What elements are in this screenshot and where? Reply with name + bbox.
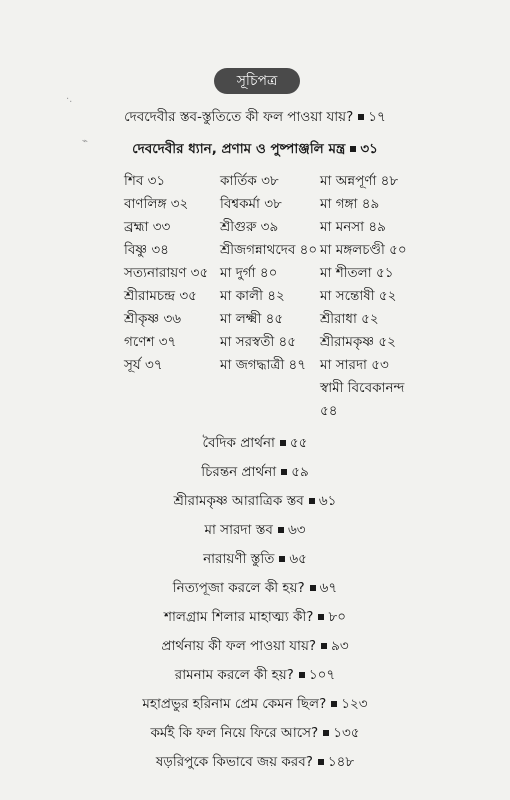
page-title: সূচিপত্র [214, 68, 300, 94]
deity-item: শ্রীকৃষ্ণ ৩৬ [124, 311, 182, 327]
bullet-square-icon [331, 701, 337, 707]
toc-entry-label: বৈদিক প্রার্থনা [202, 435, 275, 451]
toc-entry-label: রামনাম করলে কী হয়? [174, 667, 294, 683]
deity-item: মা লক্ষ্মী ৪৫ [220, 311, 284, 327]
deity-item: মা সন্তোষী ৫২ [320, 288, 397, 304]
toc-entry-label: নারায়ণী স্তুতি [203, 551, 275, 567]
paper-speck: ·. [66, 94, 73, 105]
bullet-square-icon [310, 585, 316, 591]
deity-item: মা দুর্গা ৪০ [220, 265, 278, 281]
deity-item: শ্রীরামচন্দ্র ৩৫ [124, 288, 197, 304]
bullet-square-icon [321, 643, 327, 649]
bullet-square-icon [299, 672, 305, 678]
toc-entry-label: নিত্যপূজা করলে কী হয়? [172, 580, 305, 596]
deity-item: মা মনসা ৪৯ [320, 219, 386, 235]
toc-entry-label: শালগ্রাম শিলার মাহাত্ম্য কী? [164, 609, 314, 625]
deity-item: বিশ্বকর্মা ৩৮ [220, 196, 282, 212]
deity-item: মা জগদ্ধাত্রী ৪৭ [220, 357, 307, 373]
deity-item: স্বামী বিবেকানন্দ [320, 380, 405, 396]
toc-entry [0, 432, 510, 455]
toc-entry-page: ৬১ [318, 493, 337, 509]
deity-item: মা মঙ্গলচণ্ডী ৫০ [320, 242, 407, 258]
bullet-square-icon [358, 114, 364, 120]
deity-item: মা অন্নপূর্ণা ৪৮ [320, 173, 399, 189]
deity-item: বিষ্ণু ৩৪ [124, 242, 169, 258]
toc-entry-intro-1 [0, 106, 510, 129]
toc-entry [0, 635, 510, 658]
bullet-square-icon [318, 759, 324, 765]
toc-entry [0, 606, 510, 629]
bullet-square-icon [318, 614, 324, 620]
toc-entry-label: ষড়রিপুকে কিভাবে জয় করব? [155, 754, 313, 770]
deity-item: মা সরস্বতী ৪৫ [220, 334, 297, 350]
toc-entry-page: ৮০ [328, 609, 346, 625]
deity-item: শ্রীরামকৃষ্ণ ৫২ [320, 334, 396, 350]
toc-entry-label: মা সারদা স্তব [204, 522, 273, 538]
toc-entry-label: চিরন্তন প্রার্থনা [201, 464, 277, 480]
deity-item: শিব ৩১ [124, 173, 166, 189]
toc-entry-intro-2 [0, 138, 510, 161]
toc-entry [0, 519, 510, 542]
bullet-square-icon [279, 556, 285, 562]
toc-entry-label: দেবদেবীর স্তব-স্তুতিতে কী ফল পাওয়া যায়? [124, 109, 354, 125]
deity-item: ৫৪ [320, 403, 338, 419]
paper-speck: ⌁ [82, 136, 89, 147]
toc-entry-page: ১৩৫ [333, 725, 360, 741]
deity-item: ব্রহ্মা ৩৩ [124, 219, 171, 235]
toc-entry-page: ১৭ [368, 109, 386, 125]
bullet-square-icon [350, 146, 356, 152]
toc-entry-page: ৩১ [360, 141, 378, 157]
bullet-square-icon [309, 498, 315, 504]
toc-entry-page: ৫৯ [291, 464, 309, 480]
toc-entry [0, 664, 510, 687]
deity-item: মা সারদা ৫৩ [320, 357, 389, 373]
deity-item: সত্যনারায়ণ ৩৫ [124, 265, 209, 281]
bullet-square-icon [281, 469, 287, 475]
toc-entry [0, 577, 510, 600]
toc-entry [0, 751, 510, 774]
toc-entry [0, 722, 510, 745]
toc-entry [0, 548, 510, 571]
deity-item: গণেশ ৩৭ [124, 334, 177, 350]
toc-entry-label: মহাপ্রভুর হরিনাম প্রেম কেমন ছিল? [142, 696, 327, 712]
deity-item: মা কালী ৪২ [220, 288, 285, 304]
toc-entry-label: কর্মই কি ফল নিয়ে ফিরে আসে? [150, 725, 319, 741]
toc-entry-label: প্রার্থনায় কী ফল পাওয়া যায়? [161, 638, 317, 654]
deity-item: বাণলিঙ্গ ৩২ [124, 196, 189, 212]
deity-item: মা গঙ্গা ৪৯ [320, 196, 380, 212]
toc-entry-page: ৯৩ [331, 638, 349, 654]
deity-item: সূর্য ৩৭ [124, 357, 163, 373]
toc-entry-page: ৫৫ [289, 435, 308, 451]
deity-item: কার্তিক ৩৮ [220, 173, 279, 189]
toc-entry [0, 693, 510, 716]
deity-item: শ্রীরাধা ৫২ [320, 311, 379, 327]
toc-entry-label: শ্রীরামকৃষ্ণ আরাত্রিক স্তব [173, 493, 304, 509]
toc-entry-page: ৬৫ [289, 551, 307, 567]
bullet-square-icon [280, 440, 286, 446]
toc-entry-page: ১০৭ [308, 667, 336, 683]
toc-entry-label: দেবদেবীর ধ্যান, প্রণাম ও পুষ্পাঞ্জলি মন্ত্র [132, 141, 346, 157]
deity-item: শ্রীজগন্নাথদেব ৪০ [220, 242, 318, 258]
toc-entry [0, 461, 510, 484]
toc-entry-page: ৬৭ [319, 580, 338, 596]
toc-entry [0, 490, 510, 513]
bullet-square-icon [323, 730, 329, 736]
toc-entry-page: ৬৩ [287, 522, 306, 538]
toc-entry-page: ১৪৮ [327, 754, 355, 770]
deity-item: শ্রীগুরু ৩৯ [220, 219, 279, 235]
bullet-square-icon [278, 527, 284, 533]
deity-item: মা শীতলা ৫১ [320, 265, 394, 281]
toc-entry-page: ১২৩ [341, 696, 368, 712]
